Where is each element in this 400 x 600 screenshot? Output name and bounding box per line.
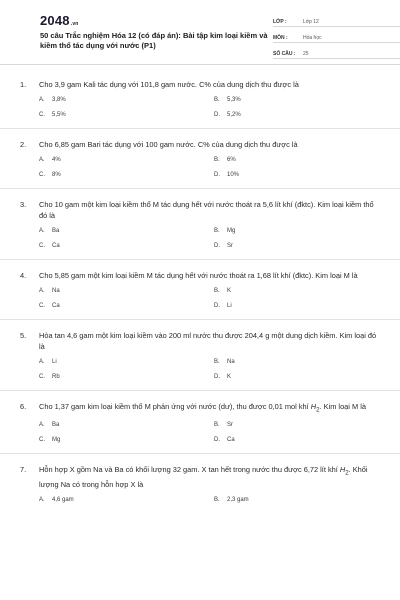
answer-option-a[interactable]: A. Li [39,359,57,365]
question-text: Cho 10 gam một kim loại kiềm thổ M tác dụng hết với nước thoát ra 5,6 lít khí (đktc). Kim loại kiềm thổ đó là [39,200,374,220]
question-divider [0,319,400,320]
meta-label: SỐ CÂU : [273,51,296,57]
answer-option-a[interactable]: A. 4% [39,157,61,163]
meta-label: MÔN : [273,35,288,41]
question-7 [20,464,380,502]
answer-option-d[interactable]: D. Sr [214,243,233,249]
answer-option-c[interactable]: C. 5,5% [39,112,66,118]
answer-option-b[interactable]: B. 2,3 gam [214,496,249,503]
answer-option-c[interactable]: C. Rb [39,374,60,380]
answer-option-c[interactable]: C. Mg [39,437,61,444]
question-number: 5. [20,331,27,340]
answer-option-d[interactable]: D. Li [214,303,232,309]
answer-option-d[interactable]: D. 5,2% [214,112,241,118]
question-1 [20,79,380,118]
question-2 [20,139,380,178]
question-divider [0,128,400,129]
answer-option-b[interactable]: B. Na [214,359,235,365]
document-title: 50 câu Trắc nghiệm Hóa 12 (có đáp án): Bài tập kim loại kiềm và kiềm thổ tác dụng với nước (P1) [40,31,268,50]
question-text: Cho 5,85 gam một kim loại kiềm M tác dụng hết với nước thoát ra 1,68 lít khí (đktc). Kim loại M là [39,271,358,280]
answer-options [39,97,380,118]
question-number: 2. [20,140,27,149]
answer-option-b[interactable]: B. Sr [214,422,233,429]
answer-options [39,288,380,309]
question-4 [20,270,380,309]
header-divider [0,64,400,65]
chemical-formula: $H_2$ [339,465,349,477]
page-header [20,0,380,58]
question-text: Cho 1,37 gam kim loại kiềm thổ M phản ứng với nước (dư), thu được 0,01 mol khí $H_2$. Kim loại M là [39,402,366,414]
question-number: 3. [20,200,27,209]
answer-options [39,157,380,178]
answer-option-c[interactable]: C. Ca [39,303,60,309]
question-text: Hỗn hợp X gồm Na và Ba có khối lượng 32 gam. X tan hết trong nước thu được 6,72 lít khí $H_2$. Khối lượng Na có trong hỗn hợp X là [39,465,368,489]
question-divider [0,259,400,260]
meta-info [273,14,400,62]
answer-option-a[interactable]: A. Ba [39,228,60,234]
answer-options [39,228,380,249]
answer-option-b[interactable]: B. 5,3% [214,97,241,103]
chemical-formula: $H_2$ [310,402,320,414]
answer-option-d[interactable]: D. K [214,374,232,380]
meta-value: Lớp 12 [303,19,319,25]
question-text: Cho 6,85 gam Bari tác dụng với 100 gam nước. C% của dung dịch thu được là [39,140,298,149]
question-text: Hòa tan 4,6 gam một kim loại kiềm vào 200 ml nước thu được 204,4 g một dung dịch kiềm. Kim loại đó là [39,331,377,351]
meta-row-subject [273,30,400,43]
answer-option-d[interactable]: D. Ca [214,437,235,444]
meta-label: LỚP : [273,19,287,25]
answer-option-b[interactable]: B. Mg [214,228,236,234]
question-3 [20,199,380,249]
question-number: 6. [20,402,27,411]
answer-option-c[interactable]: C. Ca [39,243,60,249]
answer-option-a[interactable]: A. Ba [39,422,60,429]
question-text: Cho 3,9 gam Kali tác dụng với 101,8 gam nước. C% của dung dịch thu được là [39,80,299,89]
answer-option-b[interactable]: B. K [214,288,232,294]
answer-option-a[interactable]: A. 3,8% [39,97,66,103]
answer-options [39,497,380,503]
question-5 [20,330,380,380]
answer-option-c[interactable]: C. 8% [39,172,61,178]
meta-row-class [273,14,400,27]
meta-value: 25 [303,51,309,57]
answer-option-a[interactable]: A. Na [39,288,60,294]
answer-option-a[interactable]: A. 4,6 gam [39,496,74,503]
meta-value: Hóa học [303,35,322,41]
question-divider [0,453,400,454]
site-logo[interactable]: 2048.vn [40,13,79,28]
question-number: 1. [20,80,27,89]
answer-options [39,422,380,443]
question-6 [20,401,380,443]
question-divider [0,188,400,189]
answer-option-b[interactable]: B. 6% [214,157,236,163]
question-number: 4. [20,271,27,280]
answer-option-d[interactable]: D. 10% [214,172,240,178]
question-number: 7. [20,465,27,475]
meta-row-count [273,46,400,59]
answer-options [39,359,380,380]
question-list [20,79,380,503]
question-divider [0,390,400,391]
